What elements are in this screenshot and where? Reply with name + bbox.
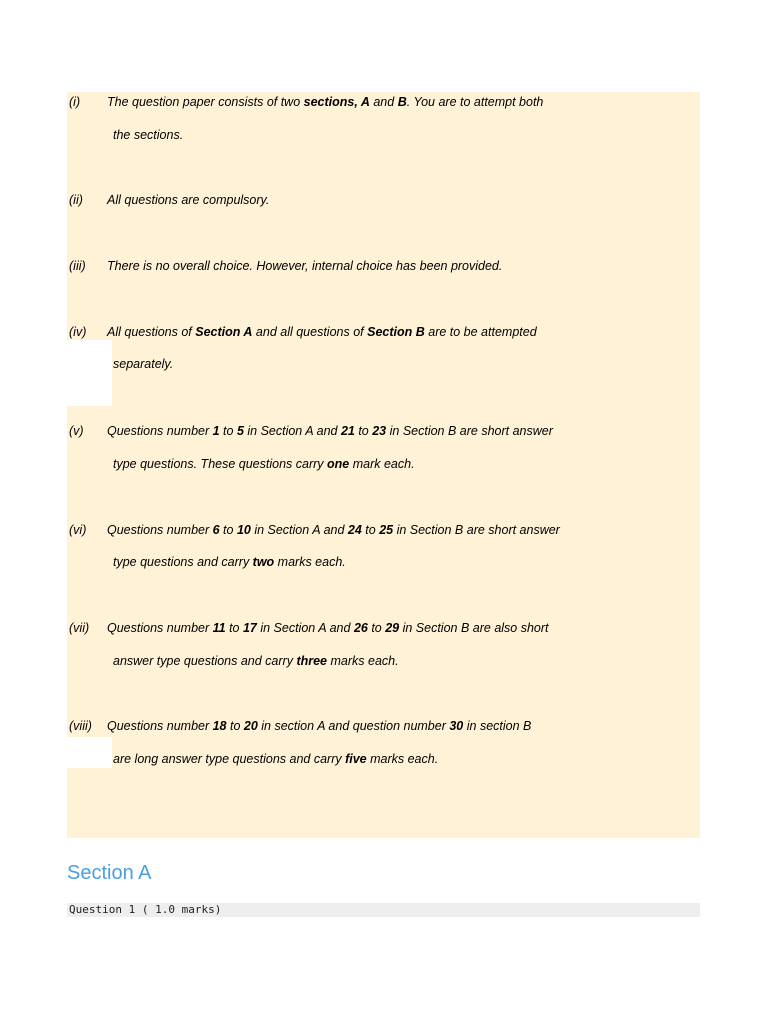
emphasis-text: 17: [242, 621, 257, 635]
emphasis-text: 24: [347, 523, 362, 537]
item-text: The question paper consists of two sections, A and B. You are to attempt both: [107, 95, 544, 109]
emphasis-text: 25: [379, 523, 394, 537]
emphasis-text: 30: [449, 719, 464, 733]
item-text-continued: the sections.: [113, 128, 184, 142]
emphasis-text: 21: [340, 424, 355, 438]
item-number: (vi): [69, 523, 87, 537]
emphasis-text: 20: [243, 719, 258, 733]
item-number: (iv): [69, 325, 87, 339]
item-text-continued: separately.: [113, 357, 174, 371]
item-text: There is no overall choice. However, internal choice has been provided.: [107, 259, 503, 273]
item-text-continued: answer type questions and carry three marks each.: [113, 654, 399, 668]
emphasis-text: 18: [212, 719, 227, 733]
item-number: (vii): [69, 621, 90, 635]
emphasis-text: B: [397, 95, 407, 109]
emphasis-text: Section A: [195, 325, 253, 339]
emphasis-text: 11: [212, 621, 226, 635]
panel-notch: [67, 340, 112, 406]
item-text-continued: type questions. These questions carry one mark each.: [113, 457, 415, 471]
item-text-continued: are long answer type questions and carry five marks each.: [113, 752, 439, 766]
item-number: (v): [69, 424, 84, 438]
emphasis-text: three: [296, 654, 328, 668]
emphasis-text: five: [345, 752, 367, 766]
emphasis-text: 1: [212, 424, 220, 438]
emphasis-text: 10: [236, 523, 251, 537]
item-text: Questions number 11 to 17 in Section A and 26 to 29 in Section B are also short: [107, 621, 549, 635]
emphasis-text: sections, A: [303, 95, 370, 109]
item-number: (ii): [69, 193, 83, 207]
emphasis-text: 6: [212, 523, 220, 537]
item-text: Questions number 18 to 20 in section A and question number 30 in section B: [107, 719, 532, 733]
question-label: Question 1 ( 1.0 marks): [69, 903, 222, 916]
emphasis-text: two: [252, 555, 275, 569]
item-text: All questions are compulsory.: [107, 193, 270, 207]
item-text: Questions number 1 to 5 in Section A and 21 to 23 in Section B are short answer: [107, 424, 553, 438]
panel-notch: [67, 737, 112, 768]
item-text: Questions number 6 to 10 in Section A and 24 to 25 in Section B are short answer: [107, 523, 560, 537]
item-number: (i): [69, 95, 81, 109]
item-number: (viii): [69, 719, 92, 733]
section-heading: Section A: [67, 862, 152, 884]
emphasis-text: 23: [372, 424, 387, 438]
emphasis-text: 26: [353, 621, 368, 635]
emphasis-text: 5: [236, 424, 244, 438]
item-text-continued: type questions and carry two marks each.: [113, 555, 346, 569]
emphasis-text: Section B: [367, 325, 425, 339]
item-number: (iii): [69, 259, 86, 273]
emphasis-text: 29: [385, 621, 400, 635]
item-text: All questions of Section A and all questions of Section B are to be attempted: [107, 325, 537, 339]
emphasis-text: one: [327, 457, 350, 471]
